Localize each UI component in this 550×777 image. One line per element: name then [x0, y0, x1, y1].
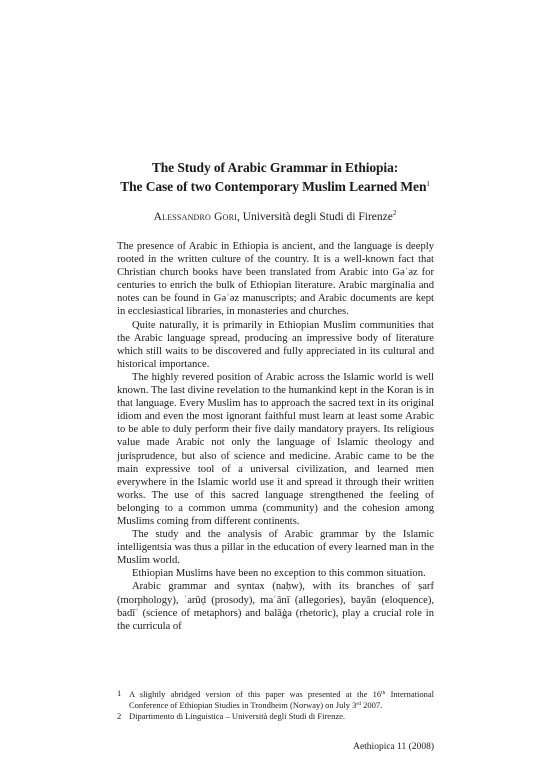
- footnote-number: 2: [117, 710, 122, 721]
- article-title-line-2: [0, 176, 550, 195]
- footnote-text-part: 2007.: [360, 700, 383, 711]
- footnotes: [117, 688, 434, 721]
- footnote-text: Dipartimento di Linguistica – Università degli Studi di Firenze.: [129, 710, 346, 721]
- footnote-text: [129, 688, 434, 711]
- article-body: [117, 232, 434, 633]
- title-footnote-marker: 1: [426, 180, 430, 188]
- paragraph: The presence of Arabic in Ethiopia is ancient, and the language is deeply rooted in the written culture of the country. It is a well-known fact that Christian church books have been translated from Arabic into Gəʿəz for centuries to enrich the bulk of Ethiopian literature. Arabic marginalia and notes can be found in Gəʿəz manuscripts; and Arabic documents are kept in ecclesiastical libraries, in monasteries and churches.: [117, 241, 434, 318]
- author-affiliation: , Università degli Studi di Firenze: [237, 211, 393, 223]
- title-line-2-text: The Case of two Contemporary Muslim Learned Men: [120, 179, 427, 194]
- footnote-superscript: th: [381, 690, 386, 696]
- footnote-number: 1: [117, 688, 122, 698]
- paragraph: The study and the analysis of Arabic grammar by the Islamic intelligentsia was thus a pillar in the education of every learned man in the Muslim world.: [117, 529, 434, 567]
- footnote-text-part: International Conference of Ethiopian Studies in Trondheim (Norway) on July 3: [129, 689, 434, 711]
- author-name: Alessandro Gori: [153, 211, 237, 223]
- author-line: [0, 206, 550, 224]
- footnote-superscript: rd: [356, 701, 361, 708]
- paragraph: Arabic grammar and syntax (naḥw), with its branches of ṣarf (morphology), ʿarūḍ (prosody), maʿānī (allegories), bayān (eloquence), badīʿ (science of metaphors) and balāġa (rhetoric), play a crucial role in the curricula of: [117, 581, 434, 632]
- paragraph: The highly revered position of Arabic across the Islamic world is well known. The last divine revelation to the humankind kept in the Koran is in that language. Every Muslim has to approach the sacred text in its original idiom and even the most ignorant faithful must learn at least some Arabic to be able to duly perform their five daily mandatory prayers. Its religious value made Arabic not only the language of Islamic theology and jurisprudence, but also of science and medicine. Arabic came to be the main expressive tool of a universal civilization, and learned men everywhere in the Islamic world use it and spread it through their written works. The use of this sacred language strengthened the feeling of belonging to a common umma (community) and the cohesion among Muslims coming from different continents.: [117, 371, 434, 527]
- footnote-1: [117, 688, 434, 711]
- paragraph: Quite naturally, it is primarily in Ethiopian Muslim communities that the Arabic language spread, producing an impressive body of literature which still waits to be discovered and fully appreciated in its cultural and historical importance.: [117, 319, 434, 370]
- running-footer: Aethiopica 11 (2008): [353, 742, 434, 752]
- article-title-line-1: [0, 160, 550, 176]
- author-footnote-marker: 2: [392, 209, 397, 217]
- footnote-text-part: A slightly abridged version of this paper was presented at the 16: [129, 689, 382, 699]
- article-header: [0, 160, 550, 224]
- paragraph: Ethiopian Muslims have been no exception to this common situation.: [132, 568, 426, 580]
- title-line-1-text: The Study of Arabic Grammar in Ethiopia:: [151, 160, 399, 175]
- footnote-2: [117, 711, 434, 721]
